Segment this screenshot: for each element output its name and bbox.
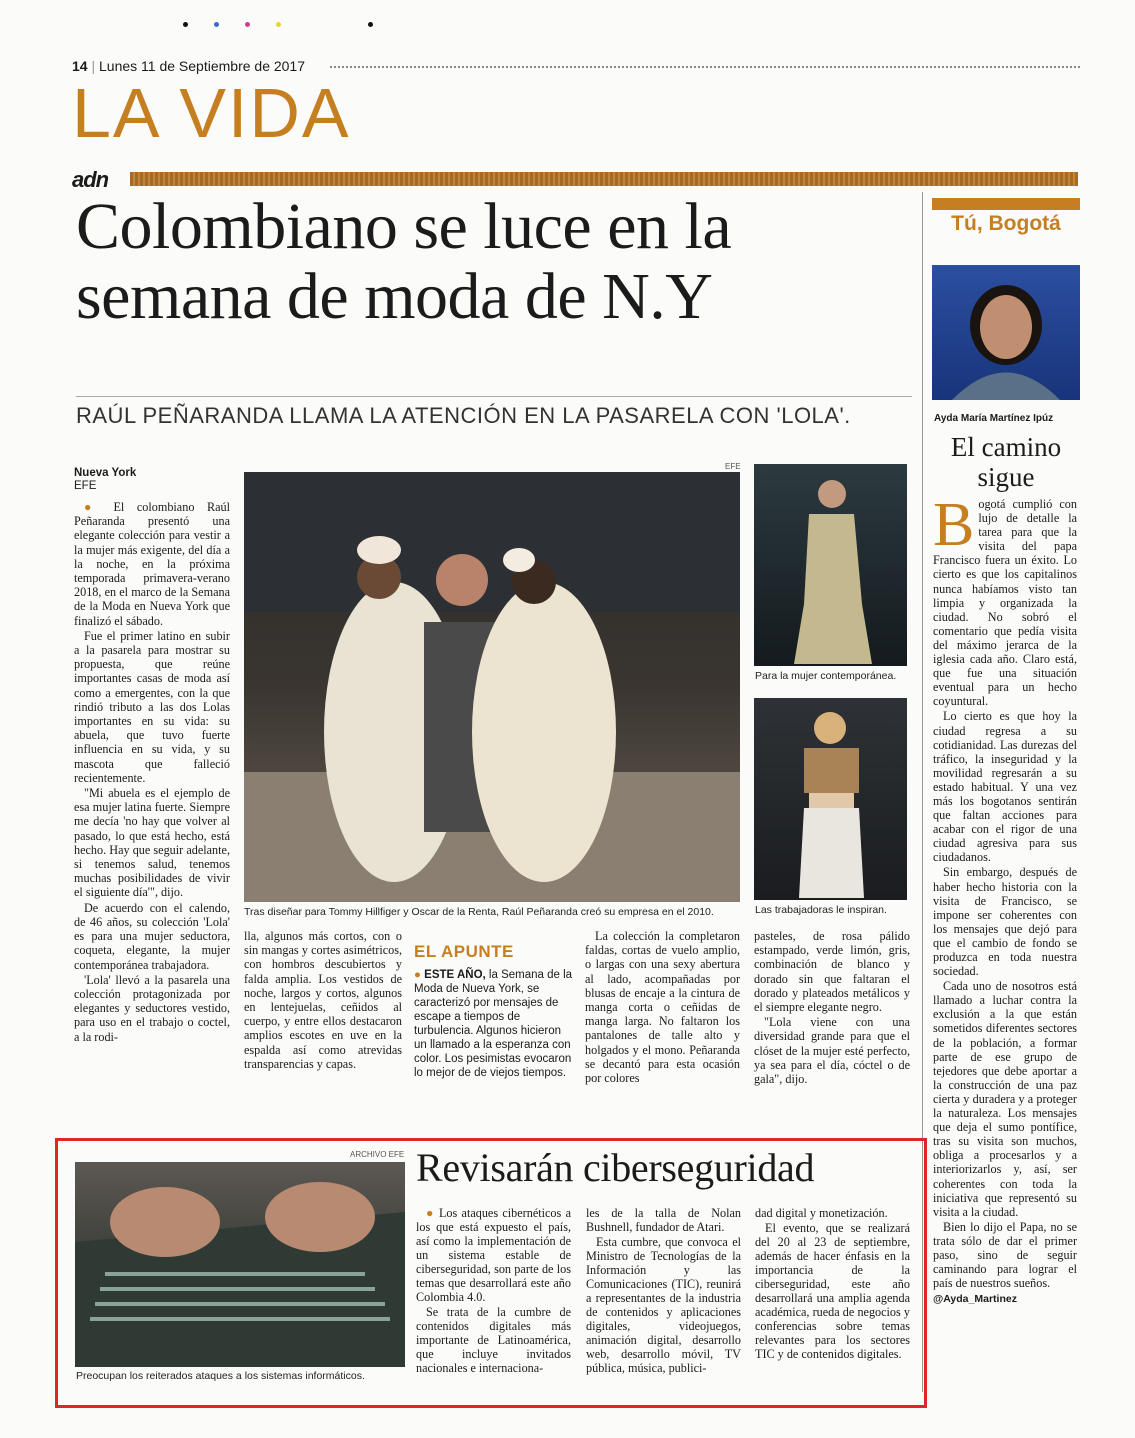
bullet-icon: ● (84, 500, 101, 514)
dateline-city: Nueva York (74, 467, 137, 479)
section-title: LA VIDA (72, 74, 351, 152)
apunte-title: EL APUNTE (414, 942, 514, 961)
main-photo (244, 472, 740, 902)
column-paragraph: Bien lo dijo el Papa, no se trata sólo de dar el primer paso, sino de seguir caminando para lograr el país de nuestros sueños. (933, 1219, 1077, 1291)
registration-mark (214, 22, 219, 27)
brand-logo: adn (72, 167, 109, 192)
deck-rule (76, 396, 912, 397)
registration-mark (368, 22, 373, 27)
brief-headline: Revisarán ciberseguridad (416, 1145, 815, 1190)
dateline-agency: EFE (74, 480, 97, 492)
article-headline: Colombiano se luce en la semana de moda de N.Y (76, 190, 732, 333)
bullet-icon: ● (414, 969, 421, 981)
column-title: El camino sigue (950, 432, 1062, 492)
brief-paragraph: les de la talla de Nolan Bushnell, fundador de Atari. (586, 1206, 741, 1234)
article-paragraph: La colección la completaron faldas, cortas de vuelo amplio, o largas con una sexy abertura al lado, acompañadas por blusas de encaje a la cintura de manga corta o ceñidas de manga larga. No faltaron los pantalones de talle alto y holgados y el mono. Peñaranda se decantó para esta ocasión por colores (585, 929, 740, 1086)
keyboard-photo (75, 1162, 405, 1367)
article-paragraph: "Lola viene con una diversidad grande para que el clóset de la mujer esté perfecto, ya sea para el día, cóctel o de gala", dijo. (754, 1015, 910, 1087)
column-paragraph: Sin embargo, después de haber hecho historia con la visita de Francisco, se impone ser coherentes con los mensajes que dejó para que el cambio de fondo se produzca en toda nuestra sociedad. (933, 865, 1077, 979)
apunte-text: ● ESTE AÑO, la Semana de la Moda de Nueva York, se caracterizó por mensajes de escape a tiempos de turbulencia. Algunos hicieron un llamado a la esperanza con color. Los pesimistas evocaron lo mejor de de viejos tiempos. (414, 969, 573, 1079)
brief-paragraph: Esta cumbre, que convoca el Ministro de Tecnologías de la Información y las Comunicaciones (TIC), reunirá a representantes de la industria de contenidos y aplicaciones digitales, videojuegos, animación digital, desarrollo web, desarrollo móvil, TV pública, música, publici- (586, 1235, 741, 1375)
brief-column-3 (755, 1206, 910, 1362)
column-kicker: Tú, Bogotá (951, 212, 1061, 235)
runway-photo-top (754, 464, 907, 666)
registration-mark (276, 22, 281, 27)
column-paragraph: Cada uno de nosotros está llamado a luchar contra la exclusión a la que están sometidos diferentes sectores de la población, a formar parte de ese grupo de tejedores que debe aportar a la construcción de una paz cierta y duradera y a proteger la naturaleza. Los mensajes que deja el sumo pontífice, tras su visita son muchos, obliga a procesarlos y a interiorizarlos y, así, ser coherentes con toda la iniciativa que representó su visita a la ciudad. (933, 979, 1077, 1219)
article-paragraph: "Mi abuela es el ejemplo de esa mujer latina fuerte. Siempre me decía 'no hay que volver al pasado, lo que está hecho, está hecho. Hay que seguir adelante, si tenemos salud, tenemos muchas posibilidades de vivir el siguiente día'", dijo. (74, 786, 230, 900)
runway-photo-bottom (754, 698, 907, 900)
article-deck: RAÚL PEÑARANDA LLAMA LA ATENCIÓN EN LA PASARELA CON 'LOLA'. (76, 403, 851, 428)
article-column-5 (754, 929, 910, 1087)
section-bar (130, 172, 1078, 186)
article-column-2 (244, 929, 402, 1072)
article-paragraph: ● El colombiano Raúl Peñaranda presentó una elegante colección para vestir a la mujer más exigente, del día a la noche, en la próxima temporada primavera-verano 2018, en el marco de la Semana de la Moda en Nueva York que finalizó el sábado. (74, 500, 230, 628)
top-photo-caption: Para la mujer contemporánea. (755, 670, 897, 682)
column-body (933, 491, 1077, 1306)
bottom-photo-caption: Las trabajadoras le inspiran. (755, 904, 887, 916)
registration-mark (245, 22, 250, 27)
page-folio: 14 | Lunes 11 de Septiembre de 2017 (72, 58, 306, 74)
drop-cap: B (933, 491, 975, 559)
brief-photo-credit: ARCHIVO EFE (350, 1150, 405, 1159)
brief-paragraph: El evento, que se realizará del 20 al 23 de septiembre, además de hacer énfasis en la importancia de la ciberseguridad, este año desarrollará una amplia agenda académica, rueda de negocios y conferencias sobre temas relevantes para los sectores TIC y de contenidos digitales. (755, 1221, 910, 1361)
apunte-box (414, 942, 574, 1080)
brief-column-2 (586, 1206, 741, 1376)
columnist-photo (932, 265, 1080, 400)
registration-mark (183, 22, 188, 27)
brief-paragraph: Se trata de la cumbre de contenidos digitales más importante de Latinoamérica, que incluye invitados nacionales e internaciona- (416, 1305, 571, 1375)
article-paragraph: pasteles, de rosa pálido estampado, verde limón, gris, combinación de blanco y dorado sin que faltaran el dorado y plateados metálicos y el siempre elegante negro. (754, 929, 910, 1015)
article-paragraph: 'Lola' llevó a la pasarela una colección protagonizada por elegantes y seductores vestido, para uso en el trabajo o coctel, a la rodi- (74, 972, 230, 1044)
article-column-4 (585, 929, 740, 1086)
article-paragraph: lla, algunos más cortos, con o sin mangas y cortes asimétricos, con hombros descubiertos y falda amplia. Los vestidos de noche, largos y cortos, algunos en lentejuelas, ceñidos al cuerpo, y entre ellos destacaron amplios escotes en uve en la espalda así como atrevidas transparencias y capas. (244, 929, 402, 1071)
main-photo-caption: Tras diseñar para Tommy Hillfiger y Oscar de la Renta, Raúl Peñaranda creó su empresa en el 2010. (244, 906, 714, 918)
column-paragraph: Lo cierto es que hoy la ciudad regresa a su cotidianidad. Las durezas del tráfico, la inseguridad y la movilidad regresarán a su estado habitual. Y una vez más los bogotanos sentirán que faltan acciones para acabar con el rigor de una ciudad agresiva para sus ciudadanos. (933, 709, 1077, 865)
brief-paragraph: ● Los ataques cibernéticos a los que está expuesto el país, así como la implementación de un sistema estable de ciberseguridad, son parte de los temas que desarrollará este año Colombia 4.0. (416, 1206, 571, 1304)
article-column-1 (74, 500, 230, 1045)
brief-caption: Preocupan los reiterados ataques a los sistemas informáticos. (76, 1370, 365, 1382)
header-rule (330, 66, 1080, 68)
bullet-icon: ● (426, 1206, 435, 1220)
article-paragraph: Fue el primer latino en subir a la pasarela para mostrar su propuesta, que reúne importantes casas de moda así como a emergentes, con la que rindió tributo a las dos Lolas importantes en su vida: su abuela, que tuvo fuerte influencia en su vida, y su mascota que falleció recientemente. (74, 628, 230, 785)
column-lead: Bogotá cumplió con lujo de detalle la tarea para que la visita del papa Francisco fuera un éxito. Lo cierto es que los capitalinos nunca habíamos visto tan limpia y organizada la ciudad. No sobró el comentario que pedía visita del máximo jerarca de la iglesia cada año. Claro está, que fue una situación eventual para un hecho coyuntural. (933, 491, 1077, 709)
column-handle: @Ayda_Martinez (933, 1293, 1017, 1306)
photo-credit: EFE (725, 462, 741, 471)
columnist-name: Ayda María Martínez Ipúz (934, 413, 1054, 424)
brief-column-1 (416, 1206, 571, 1376)
article-paragraph: De acuerdo con el calendo, de 46 años, su colección 'Lola' es para una mujer seductora, coqueta, elegante, la mujer contemporánea trabajadora. (74, 900, 230, 972)
brief-paragraph: dad digital y monetización. (755, 1206, 888, 1220)
sidebar-top-bar (932, 198, 1080, 210)
